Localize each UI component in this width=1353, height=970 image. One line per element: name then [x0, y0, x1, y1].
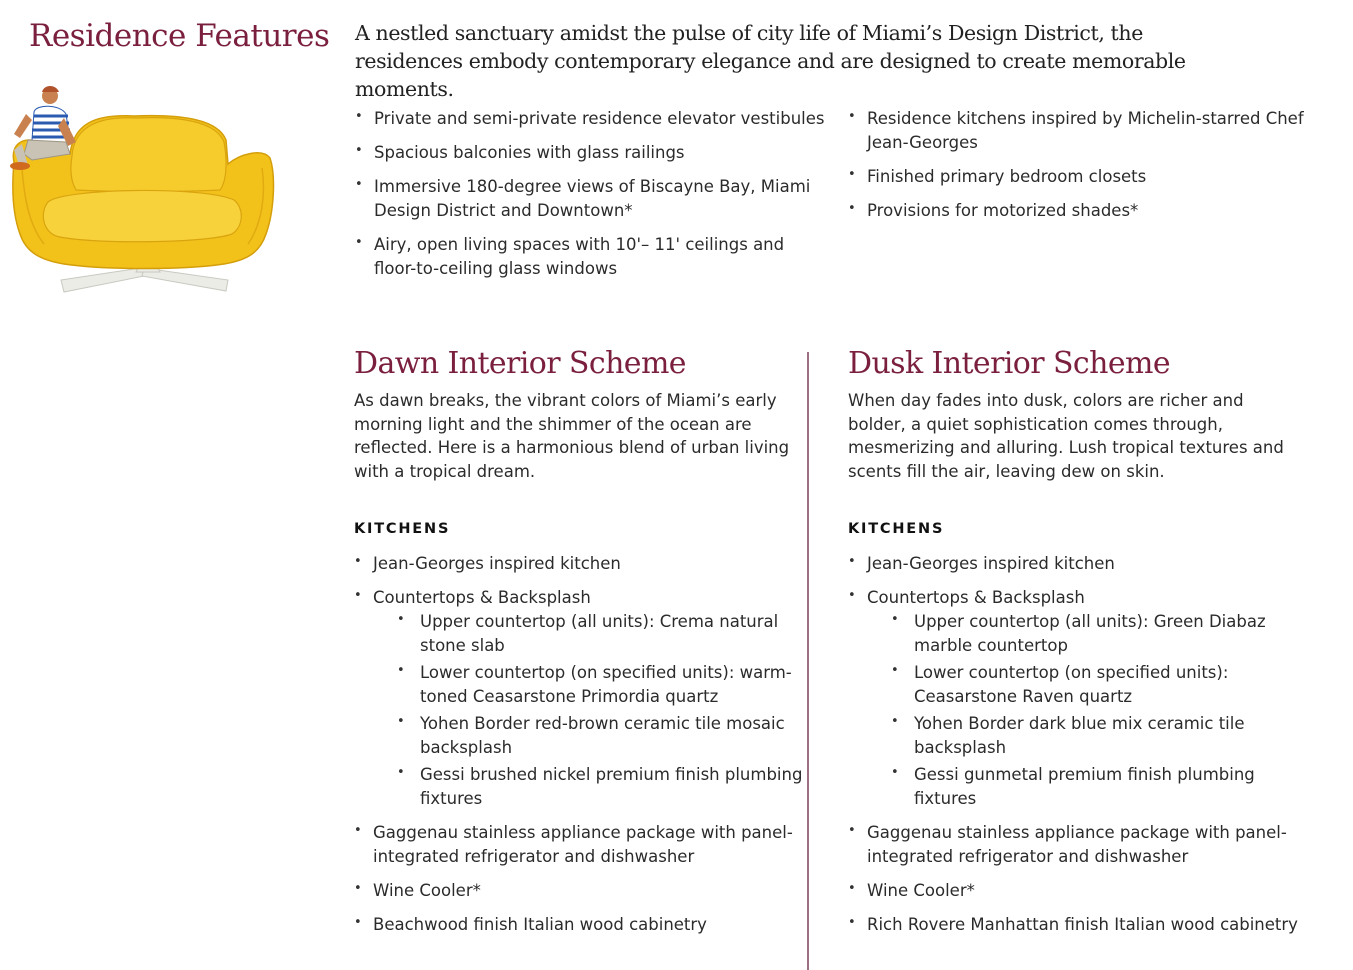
list-item: • Gaggenau stainless appliance package with panel-integrated refrigerator and dishwasher — [848, 821, 1298, 869]
list-item: • Jean-Georges inspired kitchen — [354, 552, 804, 576]
features-list-right — [848, 107, 1308, 233]
features-list-left — [355, 107, 825, 291]
list-item: • Spacious balconies with glass railings — [355, 141, 825, 165]
page-title: Residence Features — [29, 18, 330, 54]
list-item: • Beachwood finish Italian wood cabinetry — [354, 913, 804, 937]
list-item: • Rich Rovere Manhattan finish Italian wood cabinetry — [848, 913, 1298, 937]
list-item: • Jean-Georges inspired kitchen — [848, 552, 1298, 576]
dusk-kitchens-heading: KITCHENS — [848, 521, 945, 537]
dusk-scheme-title: Dusk Interior Scheme — [848, 346, 1170, 381]
dawn-kitchen-list — [354, 552, 804, 937]
dawn-countertops-sublist — [373, 610, 804, 811]
chair-back-cushion — [71, 118, 226, 192]
list-item: • Residence kitchens inspired by Michelin-starred Chef Jean-Georges — [848, 107, 1308, 155]
dusk-scheme-section — [848, 346, 1298, 947]
list-item: • Wine Cooler* — [848, 879, 1298, 903]
chair-seat-cushion — [43, 190, 241, 241]
sub-list-item: • Yohen Border dark blue mix ceramic tile backsplash — [891, 712, 1298, 760]
sub-list-item: • Upper countertop (all units): Crema natural stone slab — [397, 610, 804, 658]
list-item: • Immersive 180-degree views of Biscayne Bay, Miami Design District and Downtown* — [355, 175, 825, 223]
list-item — [354, 586, 804, 811]
sub-list-item: • Lower countertop (on specified units): Ceasarstone Raven quartz — [891, 661, 1298, 709]
dusk-countertops-sublist — [867, 610, 1298, 811]
dawn-scheme-title: Dawn Interior Scheme — [354, 346, 686, 381]
list-item — [848, 586, 1298, 811]
sub-list-item: • Yohen Border red-brown ceramic tile mosaic backsplash — [397, 712, 804, 760]
dawn-scheme-description: As dawn breaks, the vibrant colors of Miami’s early morning light and the shimmer of the ocean are reflected. Here is a harmonious blend of urban living with a tropical dream. — [354, 391, 790, 481]
list-item: • Provisions for motorized shades* — [848, 199, 1308, 223]
list-item: • Gaggenau stainless appliance package with panel-integrated refrigerator and dishwasher — [354, 821, 804, 869]
list-item: • Wine Cooler* — [354, 879, 804, 903]
dusk-scheme-description: When day fades into dusk, colors are richer and bolder, a quiet sophistication comes through, mesmerizing and alluring. Lush tropical textures and scents fill the air, leaving dew on skin. — [848, 391, 1284, 481]
column-divider — [807, 352, 809, 970]
dawn-scheme-section — [354, 346, 804, 947]
intro-paragraph: A nestled sanctuary amidst the pulse of city life of Miami’s Design District, the residences embody contemporary elegance and are designed to create memorable moments. — [355, 21, 1186, 101]
sub-list-item: • Lower countertop (on specified units): warm-toned Ceasarstone Primordia quartz — [397, 661, 804, 709]
list-item-label: Countertops & Backsplash — [373, 588, 591, 607]
list-item: • Finished primary bedroom closets — [848, 165, 1308, 189]
dawn-kitchens-heading: KITCHENS — [354, 521, 451, 537]
sub-list-item: • Gessi gunmetal premium finish plumbing fixtures — [891, 763, 1298, 811]
dusk-kitchen-list — [848, 552, 1298, 937]
sub-list-item: • Gessi brushed nickel premium finish plumbing fixtures — [397, 763, 804, 811]
armchair-with-figure-illustration — [4, 84, 280, 298]
list-item: • Private and semi-private residence elevator vestibules — [355, 107, 825, 131]
list-item: • Airy, open living spaces with 10'– 11' ceilings and floor-to-ceiling glass windows — [355, 233, 825, 281]
list-item-label: Countertops & Backsplash — [867, 588, 1085, 607]
sub-list-item: • Upper countertop (all units): Green Diabaz marble countertop — [891, 610, 1298, 658]
